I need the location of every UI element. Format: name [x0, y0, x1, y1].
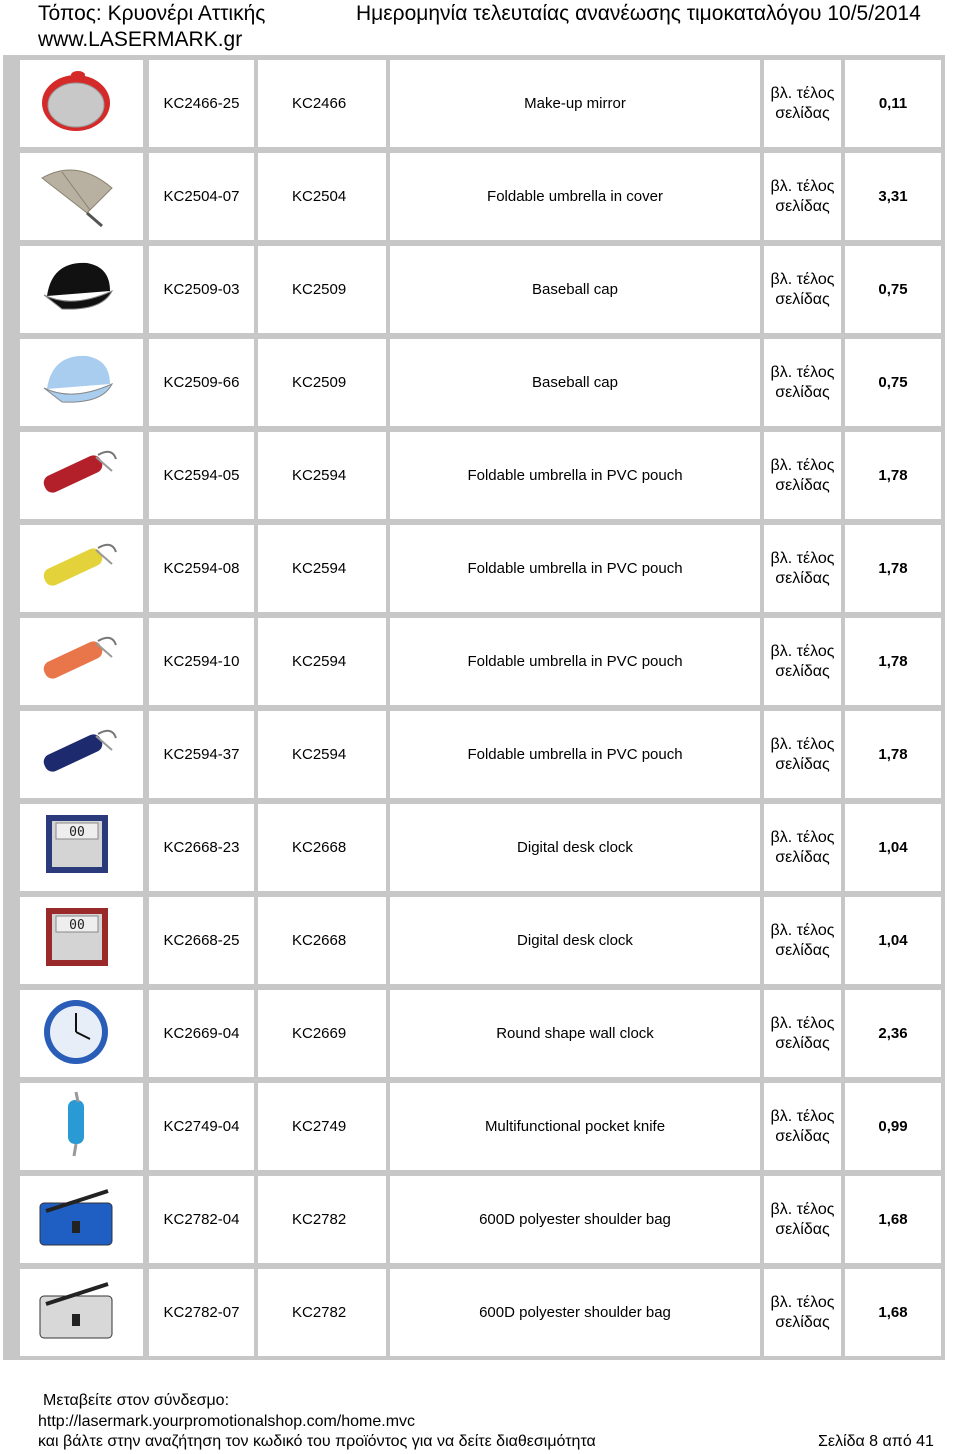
product-code: KC2749-04	[149, 1083, 254, 1170]
product-price: 2,36	[845, 990, 941, 1077]
product-description: 600D polyester shoulder bag	[390, 1269, 760, 1356]
product-code: KC2509-66	[149, 339, 254, 426]
product-price: 0,75	[845, 339, 941, 426]
product-code: KC2594-10	[149, 618, 254, 705]
product-price: 0,11	[845, 60, 941, 147]
svg-text:00: 00	[69, 917, 85, 933]
website-link[interactable]: www.LASERMARK.gr	[38, 28, 243, 51]
note-line-1: βλ. τέλος	[770, 177, 835, 195]
product-code: KC2594-37	[149, 711, 254, 798]
note-line-1: βλ. τέλος	[770, 642, 835, 660]
note-line-2: σελίδας	[775, 197, 830, 215]
note-line-1: βλ. τέλος	[770, 1293, 835, 1311]
product-description: Foldable umbrella in cover	[390, 153, 760, 240]
table-row	[3, 241, 945, 334]
note-line-2: σελίδας	[775, 476, 830, 494]
page-end-note	[764, 804, 841, 891]
product-code: KC2594-05	[149, 432, 254, 519]
product-image-cell	[20, 711, 143, 798]
product-base-code: KC2594	[258, 618, 386, 705]
table-row	[3, 334, 945, 427]
footer-link[interactable]: http://lasermark.yourpromotionalshop.com/home.mvc	[38, 1413, 416, 1430]
location-text: Τόπος: Κρυονέρι Αττικής	[38, 2, 266, 25]
product-base-code: KC2509	[258, 246, 386, 333]
page-end-note	[764, 897, 841, 984]
product-code: KC2509-03	[149, 246, 254, 333]
svg-text:00: 00	[69, 824, 85, 840]
wall-clock-icon	[32, 995, 122, 1073]
product-base-code: KC2466	[258, 60, 386, 147]
note-line-2: σελίδας	[775, 569, 830, 587]
product-image-cell	[20, 897, 143, 984]
product-price: 1,78	[845, 711, 941, 798]
product-description: Round shape wall clock	[390, 990, 760, 1077]
page-footer	[0, 1380, 960, 1454]
page-number: Σελίδα 8 από 41	[818, 1433, 934, 1450]
product-base-code: KC2594	[258, 711, 386, 798]
product-code: KC2669-04	[149, 990, 254, 1077]
note-line-1: βλ. τέλος	[770, 1200, 835, 1218]
page-end-note	[764, 618, 841, 705]
product-image-cell	[20, 1083, 143, 1170]
product-description: Foldable umbrella in PVC pouch	[390, 711, 760, 798]
product-code: KC2504-07	[149, 153, 254, 240]
product-base-code: KC2594	[258, 525, 386, 612]
table-row	[3, 799, 945, 892]
footer-instruction: Μεταβείτε στον σύνδεσμο:	[43, 1392, 230, 1409]
note-line-1: βλ. τέλος	[770, 828, 835, 846]
table-row	[3, 520, 945, 613]
product-code: KC2466-25	[149, 60, 254, 147]
note-line-1: βλ. τέλος	[770, 84, 835, 102]
product-image-cell	[20, 1269, 143, 1356]
page-header	[0, 0, 960, 58]
product-base-code: KC2668	[258, 897, 386, 984]
product-description: Baseball cap	[390, 246, 760, 333]
table-row	[3, 427, 945, 520]
page-end-note	[764, 339, 841, 426]
product-code: KC2782-07	[149, 1269, 254, 1356]
product-base-code: KC2782	[258, 1176, 386, 1263]
note-line-1: βλ. τέλος	[770, 270, 835, 288]
note-line-2: σελίδας	[775, 1034, 830, 1052]
page-end-note	[764, 1083, 841, 1170]
desk-clock-icon	[32, 809, 122, 887]
product-image-cell	[20, 525, 143, 612]
note-line-1: βλ. τέλος	[770, 735, 835, 753]
shoulder-bag-icon	[32, 1274, 122, 1352]
cap-icon	[32, 251, 122, 329]
product-code: KC2668-23	[149, 804, 254, 891]
umbrella-icon	[32, 158, 122, 236]
table-row	[3, 1078, 945, 1171]
page-end-note	[764, 711, 841, 798]
folded-umbrella-icon	[32, 716, 122, 794]
table-row	[3, 706, 945, 799]
cap-icon	[32, 344, 122, 422]
table-row	[3, 892, 945, 985]
product-price: 1,78	[845, 525, 941, 612]
product-base-code: KC2669	[258, 990, 386, 1077]
product-code: KC2668-25	[149, 897, 254, 984]
product-base-code: KC2594	[258, 432, 386, 519]
table-row	[3, 1264, 945, 1357]
product-image-cell	[20, 246, 143, 333]
product-base-code: KC2749	[258, 1083, 386, 1170]
product-description: Foldable umbrella in PVC pouch	[390, 525, 760, 612]
note-line-1: βλ. τέλος	[770, 921, 835, 939]
note-line-2: σελίδας	[775, 941, 830, 959]
page-end-note	[764, 246, 841, 333]
note-line-1: βλ. τέλος	[770, 456, 835, 474]
table-row	[3, 985, 945, 1078]
product-image-cell	[20, 60, 143, 147]
note-line-2: σελίδας	[775, 290, 830, 308]
product-image-cell	[20, 990, 143, 1077]
product-description: 600D polyester shoulder bag	[390, 1176, 760, 1263]
table-row	[3, 148, 945, 241]
folded-umbrella-icon	[32, 623, 122, 701]
footer-note: και βάλτε στην αναζήτηση τον κωδικό του προϊόντος για να δείτε διαθεσιμότητα	[38, 1433, 596, 1450]
product-price: 3,31	[845, 153, 941, 240]
product-image-cell	[20, 1176, 143, 1263]
product-description: Baseball cap	[390, 339, 760, 426]
product-code: KC2782-04	[149, 1176, 254, 1263]
folded-umbrella-icon	[32, 530, 122, 608]
makeup-mirror-icon	[32, 65, 122, 143]
page-end-note	[764, 432, 841, 519]
note-line-2: σελίδας	[775, 383, 830, 401]
product-description: Foldable umbrella in PVC pouch	[390, 618, 760, 705]
product-base-code: KC2668	[258, 804, 386, 891]
folded-umbrella-icon	[32, 437, 122, 515]
page-end-note	[764, 990, 841, 1077]
product-price: 1,04	[845, 897, 941, 984]
product-image-cell	[20, 339, 143, 426]
product-code: KC2594-08	[149, 525, 254, 612]
product-description: Digital desk clock	[390, 897, 760, 984]
note-line-2: σελίδας	[775, 662, 830, 680]
page-end-note	[764, 60, 841, 147]
table-row	[3, 1171, 945, 1264]
page-end-note	[764, 153, 841, 240]
product-description: Multifunctional pocket knife	[390, 1083, 760, 1170]
product-image-cell	[20, 432, 143, 519]
product-table	[3, 55, 945, 1360]
product-price: 0,99	[845, 1083, 941, 1170]
product-description: Make-up mirror	[390, 60, 760, 147]
note-line-2: σελίδας	[775, 1220, 830, 1238]
product-price: 0,75	[845, 246, 941, 333]
product-price: 1,78	[845, 432, 941, 519]
update-date-text: Ημερομηνία τελευταίας ανανέωσης τιμοκαταλόγου 10/5/2014	[356, 2, 921, 25]
product-base-code: KC2504	[258, 153, 386, 240]
pocket-knife-icon	[32, 1088, 122, 1166]
product-price: 1,68	[845, 1269, 941, 1356]
product-image-cell	[20, 153, 143, 240]
table-row	[3, 55, 945, 148]
desk-clock-icon	[32, 902, 122, 980]
note-line-2: σελίδας	[775, 1313, 830, 1331]
note-line-1: βλ. τέλος	[770, 363, 835, 381]
note-line-1: βλ. τέλος	[770, 549, 835, 567]
note-line-1: βλ. τέλος	[770, 1107, 835, 1125]
page-end-note	[764, 1176, 841, 1263]
shoulder-bag-icon	[32, 1181, 122, 1259]
page-end-note	[764, 525, 841, 612]
product-base-code: KC2509	[258, 339, 386, 426]
product-image-cell	[20, 618, 143, 705]
product-price: 1,04	[845, 804, 941, 891]
note-line-2: σελίδας	[775, 1127, 830, 1145]
page-end-note	[764, 1269, 841, 1356]
table-row	[3, 613, 945, 706]
product-price: 1,68	[845, 1176, 941, 1263]
product-base-code: KC2782	[258, 1269, 386, 1356]
note-line-2: σελίδας	[775, 848, 830, 866]
product-description: Foldable umbrella in PVC pouch	[390, 432, 760, 519]
product-description: Digital desk clock	[390, 804, 760, 891]
note-line-2: σελίδας	[775, 755, 830, 773]
product-price: 1,78	[845, 618, 941, 705]
product-image-cell	[20, 804, 143, 891]
note-line-2: σελίδας	[775, 104, 830, 122]
note-line-1: βλ. τέλος	[770, 1014, 835, 1032]
